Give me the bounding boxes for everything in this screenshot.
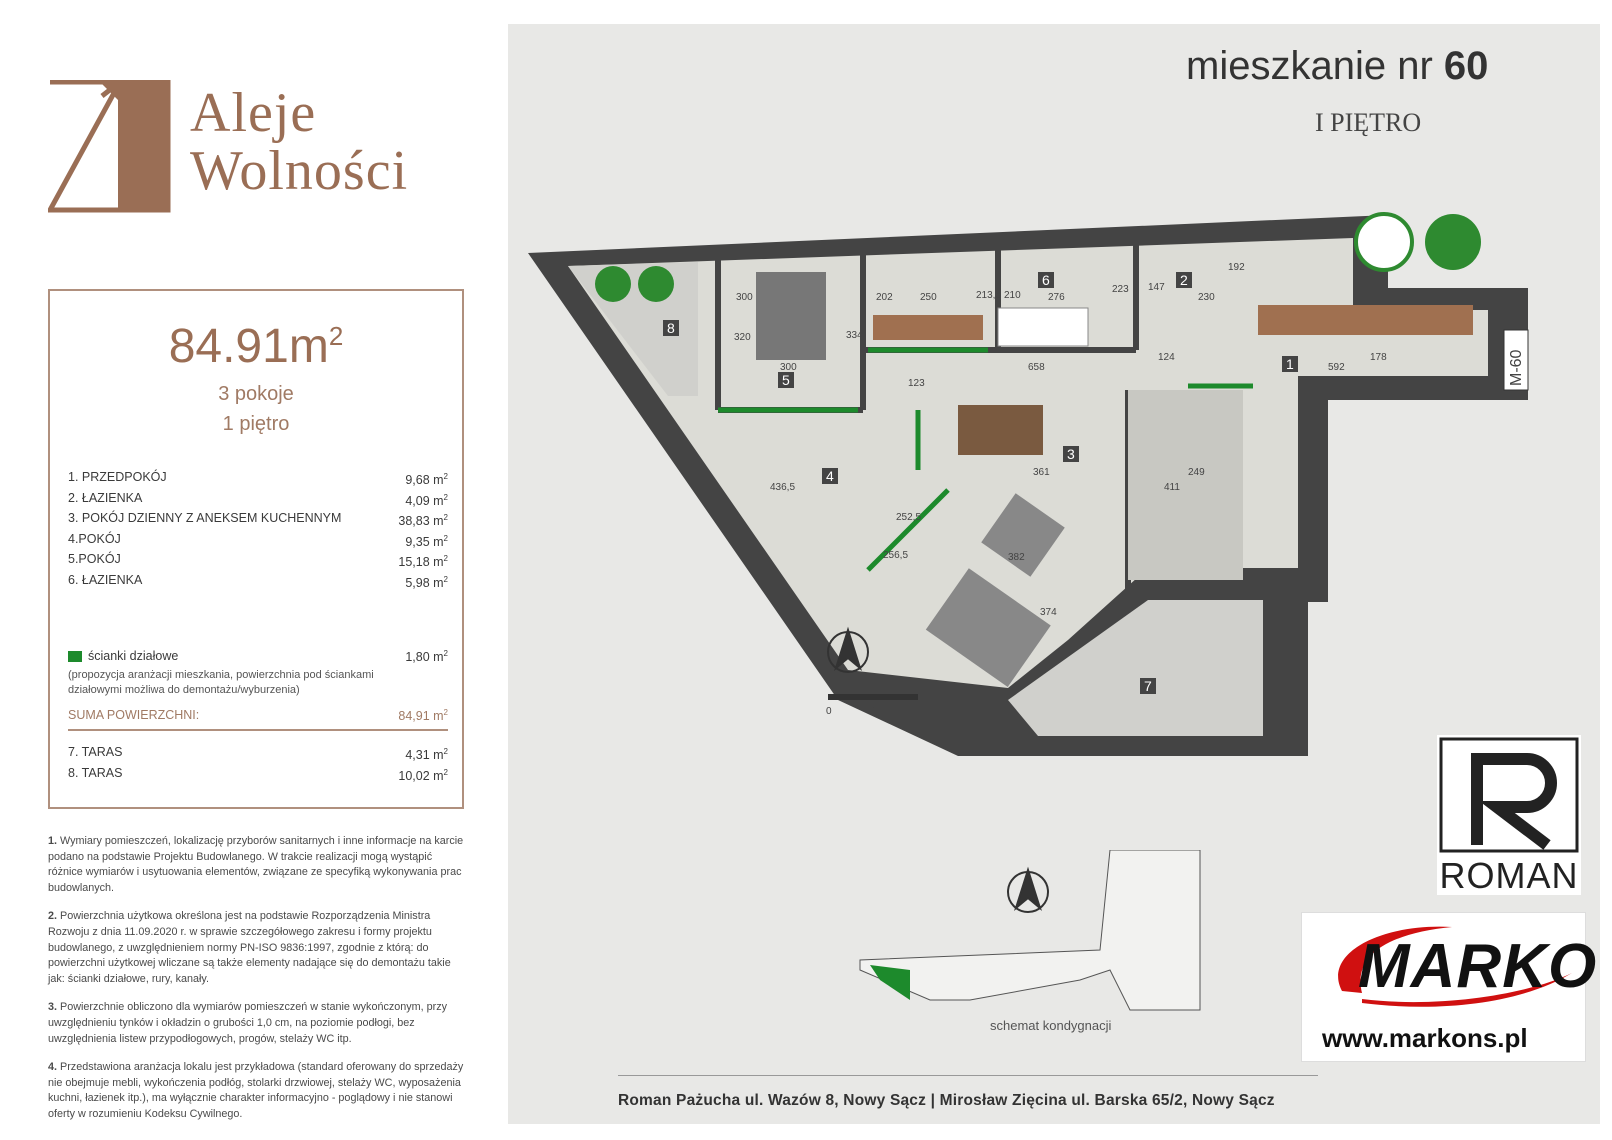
room-area: 38,83 m: [398, 514, 444, 529]
partition-note: (propozycja aranżacji mieszkania, powierzchnia pod ściankami działowymi możliwa do demontażu/wyburzenia): [68, 669, 374, 696]
room-row: [68, 508, 448, 529]
room-badge-number: 4: [826, 468, 834, 484]
dim-label: 320: [734, 332, 751, 343]
room-badge-number: 2: [1180, 272, 1188, 288]
dim-label: 276: [1048, 292, 1065, 303]
floor-schematic: [850, 850, 1210, 1020]
room-row: [68, 467, 448, 488]
room-name: 4.POKÓJ: [68, 531, 121, 546]
footnote: [48, 1060, 466, 1122]
footnote-number: 4.: [48, 1061, 58, 1074]
title-prefix: mieszkanie nr: [1186, 44, 1444, 88]
dim-label: 249: [1188, 467, 1205, 478]
area-unit-sup: 2: [328, 321, 344, 351]
room-area: 4,09 m: [405, 493, 444, 508]
dim-label: 147: [1148, 282, 1165, 293]
footnote-text: Powierzchnia użytkowa określona jest na podstawie Rozporządzenia Ministra Rozwoju z dnia 11.09.2020 r. w sprawie szczegółowego zakresu i formy projektu budowlanego, z uwzględnieniem normy PN-ISO 9836:1997, zgodnie z którą: do powierzchni użytkowej wliczane są także elementy nadające się do demontażu takie jak: ścianki działowe, rury, kanały.: [48, 910, 451, 985]
tree: [595, 266, 631, 302]
dim-label: 374: [1040, 607, 1057, 618]
dim-label: 361: [1033, 467, 1050, 478]
terrace-name: 8. TARAS: [68, 765, 123, 780]
dim-label: 300: [780, 362, 797, 373]
dim-label: 411: [1164, 482, 1180, 493]
total-area-value: 84.91m: [168, 320, 329, 373]
room-name: 3. POKÓJ DZIENNY Z ANEKSEM KUCHENNYM: [68, 511, 342, 525]
marko-url[interactable]: www.markons.pl: [1322, 1023, 1528, 1053]
room-area-sup: 2: [443, 492, 448, 502]
terrace-area: 10,02 m: [398, 768, 444, 783]
scale-label: 0: [826, 706, 832, 717]
floor-label: 1 piętro: [222, 413, 290, 435]
marko-logo: [1301, 912, 1598, 1062]
footnote: [48, 834, 466, 896]
terraces-list: [68, 742, 448, 783]
rooms-count: 3 pokoje: [218, 383, 294, 405]
schematic-caption: schemat kondygnacji: [990, 1018, 1112, 1033]
roman-logo-text: ROMAN: [1439, 855, 1579, 896]
dim-label: 592: [1328, 362, 1345, 373]
footnote-number: 3.: [48, 1001, 58, 1014]
room-area-sup: 2: [443, 513, 448, 522]
roman-logo-mark: [1437, 735, 1581, 855]
partition-label: ścianki działowe: [88, 649, 179, 663]
terrace-name: 7. TARAS: [68, 745, 123, 759]
wardrobe-hall: [1258, 305, 1473, 335]
dim-label: 334: [846, 330, 863, 341]
sum-row: [68, 708, 448, 731]
footnote-number: 1.: [48, 835, 58, 847]
footnotes: [48, 834, 466, 1136]
terrace-area-sup: 2: [443, 747, 448, 756]
room-area: 15,18 m: [398, 555, 444, 570]
dim-label: 124: [1158, 352, 1175, 363]
scale-label: 1: [872, 706, 878, 717]
tree: [1425, 214, 1481, 270]
terrace-row: [68, 763, 448, 784]
brand-name-line1: Aleje: [190, 82, 317, 144]
dim-label: 252,5: [896, 512, 922, 523]
room-name: 1. PRZEDPOKÓJ: [68, 470, 167, 484]
floor-plan: [508, 200, 1538, 800]
footer-contacts: Roman Pażucha ul. Wazów 8, Nowy Sącz | Mirosław Zięcina ul. Barska 65/2, Nowy Sącz: [618, 1092, 1275, 1109]
room-name: 6. ŁAZIENKA: [68, 572, 143, 587]
dim-label: 223: [1112, 284, 1129, 295]
brand-name-line2: Wolności: [190, 140, 409, 202]
marko-logo-text: MARKO: [1358, 932, 1598, 1001]
apartment-info-card: [48, 289, 464, 809]
total-area: [50, 319, 462, 374]
room-badge-number: 3: [1067, 446, 1075, 462]
bed: [756, 272, 826, 360]
apartment-number: 60: [1443, 44, 1489, 88]
terrace-area-sup: 2: [443, 767, 448, 777]
dim-label: 436,5: [770, 482, 796, 493]
footnote: [48, 1000, 466, 1047]
schematic-highlight: [870, 965, 910, 1000]
roman-logo: [1437, 735, 1581, 895]
dim-label: 202: [876, 292, 893, 303]
terrace-row: [68, 742, 448, 763]
dim-label: 382: [1008, 552, 1025, 563]
wardrobe: [873, 315, 983, 340]
floor-title: I PIĘTRO: [1315, 108, 1422, 137]
footnote-number: 2.: [48, 910, 58, 923]
kitchen-counter: [1128, 390, 1243, 580]
scale-bar: [828, 694, 918, 700]
partition-value: 1,80 m: [405, 650, 444, 665]
room-badge-number: 8: [667, 320, 675, 336]
sum-label: SUMA POWIERZCHNI:: [68, 708, 200, 722]
room-badge-number: 6: [1042, 272, 1050, 288]
footnote: [48, 909, 466, 987]
room-badge-number: 5: [782, 372, 790, 388]
room-area-sup: 2: [443, 554, 448, 563]
partition-row: [68, 649, 448, 664]
dim-label: 192: [1228, 262, 1245, 273]
room-area-sup: 2: [443, 574, 448, 584]
tree: [638, 266, 674, 302]
apartment-tag-label: M-60: [1508, 349, 1525, 386]
dim-label: 123: [908, 378, 925, 389]
sum-value: 84,91 m: [398, 709, 444, 724]
room-name: 2. ŁAZIENKA: [68, 490, 143, 505]
footnote-text: Przedstawiona aranżacja lokalu jest przykładowa (standard oferowany do sprzedaży nie obejmuje mebli, wykończenia podłóg, stolarki drzwiowej, stelaży WC, wyposażenia kuchni, łazienek itp.), ma wyłącznie charakter informacyjno - poglądowy i nie stanowi oferty w rozumieniu Kodeksu Cywilnego.: [48, 1061, 464, 1120]
room-area: 5,98 m: [405, 575, 444, 590]
room-area-sup: 2: [443, 472, 448, 481]
bathtub: [998, 308, 1088, 346]
room-row: [68, 549, 448, 570]
tree: [1356, 214, 1412, 270]
room-area-sup: 2: [443, 533, 448, 543]
room-area: 9,68 m: [405, 473, 444, 488]
room-area: 9,35 m: [405, 534, 444, 549]
brand-logo-mark: [48, 80, 178, 214]
dim-label: 210: [1004, 290, 1021, 301]
partition-sup: 2: [443, 649, 448, 658]
dim-label: 256,5: [883, 550, 909, 561]
room-badge-number: 7: [1144, 678, 1152, 694]
brand-logo: [48, 80, 468, 220]
dim-label: 213,5: [976, 290, 1002, 301]
dim-label: 230: [1198, 292, 1215, 303]
room-name: 5.POKÓJ: [68, 552, 121, 566]
room-row: [68, 570, 448, 591]
dim-label: 300: [736, 292, 753, 303]
dim-label: 250: [920, 292, 937, 303]
sum-sup: 2: [443, 708, 448, 717]
room-row: [68, 488, 448, 509]
footnote-text: Wymiary pomieszczeń, lokalizację przyborów sanitarnych i inne informacje na karcie podano na podstawie Projektu Budowlanego. W trakcie realizacji mogą wystąpić różnice wymiarów i usytuowania elementów, związane ze specyfiką wykonywania prac budowlanych.: [48, 835, 464, 894]
north-arrow-icon: [1008, 870, 1048, 912]
table: [958, 405, 1043, 455]
apartment-title: [1186, 44, 1488, 89]
room-badge-number: 1: [1286, 356, 1294, 372]
dim-label: 178: [1370, 352, 1387, 363]
footer-divider: [618, 1075, 1318, 1076]
terrace-area: 4,31 m: [405, 748, 444, 763]
room-row: [68, 529, 448, 550]
rooms-list: [68, 467, 448, 590]
dim-label: 658: [1028, 362, 1045, 373]
partition-swatch: [68, 651, 82, 662]
footnote-text: Powierzchnie obliczono dla wymiarów pomieszczeń w stanie wykończonym, przy uwzględnieniu tynków i okładzin o grubości 1,0 cm, na poziomie podłogi, bez uwzględnienia listew przypodłogowych, progów, stelaży WC itp.: [48, 1001, 448, 1045]
